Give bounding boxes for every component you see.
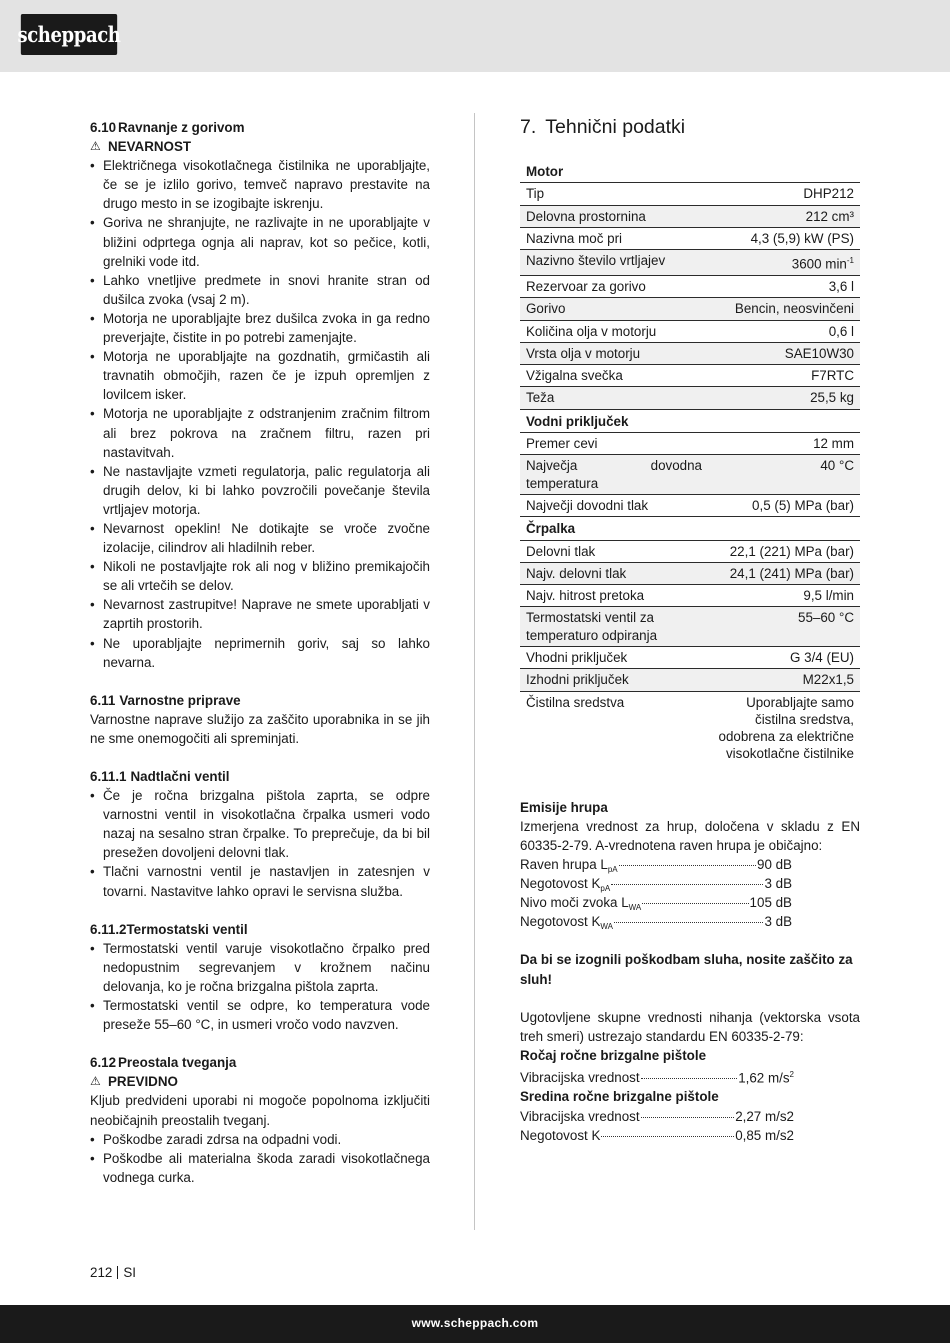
- table-row: Najv. hitrost pretoka 9,5 l/min: [520, 585, 860, 607]
- table-row: Teža 25,5 kg: [520, 387, 860, 409]
- top-bar: [0, 0, 950, 72]
- website-link[interactable]: www.scheppach.com: [411, 1316, 539, 1330]
- table-row: Rezervoar za gorivo 3,6 l: [520, 275, 860, 297]
- table-category: Motor: [520, 160, 860, 183]
- table-category: Črpalka: [520, 517, 860, 540]
- list-item: • Motorja ne uporabljajte brez dušilca zvoka in ga redno preverjajte, čistite in po potrebi zamenjajte.: [90, 309, 430, 347]
- column-divider: [474, 113, 475, 1230]
- table-row: Premer cevi 12 mm: [520, 433, 860, 455]
- table-row: Delovna prostornina 212 cm³: [520, 205, 860, 227]
- list-item: • Lahko vnetljive predmete in snovi hranite stran od dušilca zvoka (vsaj 2 m).: [90, 271, 430, 309]
- list-item: • Električnega visokotlačnega čistilnika ne uporabljajte, če se je izlilo gorivo, temveč napravo prestavite na drugo mesto in se izogibajte iskrenju.: [90, 156, 430, 213]
- section-heading: 6.11 Varnostne priprave: [90, 692, 241, 708]
- table-row: Vrsta olja v motorju SAE10W30: [520, 342, 860, 364]
- table-row: Čistilna sredstva Uporabljajte samo čistilna sredstva, odobrena za električne visokotlačne čistilnike: [526, 694, 854, 762]
- bullet-list: [90, 156, 430, 672]
- left-column: [90, 118, 430, 1187]
- list-item: • Tlačni varnostni ventil je nastavljen in zatesnjen v tovarni. Nastavitve lahko opravi le servisna služba.: [90, 862, 430, 900]
- vibration-row: Vibracijska vrednost 2,27 m/s2: [520, 1108, 794, 1124]
- vibration-row: Vibracijska vrednost 1,62 $m/s^2$: [520, 1069, 794, 1086]
- hearing-protection-notice: Da bi se izognili poškodbam sluha, nosite zaščito za sluh!: [520, 952, 853, 987]
- table-row: Vžigalna svečka F7RTC: [520, 365, 860, 387]
- list-item: • Goriva ne shranjujte, ne razlivajte in ne uporabljajte v bližini odprtega ognja ali naprav, kot so pečice, kotli, grelniki vode itd.: [90, 213, 430, 270]
- list-item: • Motorja ne uporabljajte na gozdnatih, grmičastih ali travnatih območjih, razen če je izpuh opremljen z lovilcem isker.: [90, 347, 430, 404]
- bullet-list: [90, 939, 430, 1034]
- caution-label: ⚠ PREVIDNO: [90, 1072, 430, 1091]
- noise-heading: Emisije hrupa: [520, 799, 608, 815]
- table-row: Gorivo Bencin, neosvinčeni: [520, 298, 860, 320]
- subheading: Ročaj ročne brizgalne pištole: [520, 1047, 707, 1063]
- noise-row: Raven hrupa $L_{pA}$ 90 dB: [520, 857, 792, 875]
- list-item: • Poškodbe zaradi zdrsa na odpadni vodi.: [90, 1130, 430, 1149]
- table-row: Največji dovodni tlak 0,5 (5) MPa (bar): [520, 494, 860, 516]
- table-row: Nazivno število vrtljajev 3600 $\min^{-1}$: [520, 250, 860, 276]
- list-item: • Nikoli ne postavljajte rok ali nog v bližino premikajočih se ali vrtečih se delov.: [90, 557, 430, 595]
- list-item: • Nevarnost opeklin! Ne dotikajte se vroče zvočne izolacije, cilindrov ali hladilnih reber.: [90, 519, 430, 557]
- warning-triangle-icon: ⚠: [90, 139, 101, 154]
- section-heading: 6.10 Ravnanje z gorivom: [90, 120, 245, 135]
- vibration-row: Negotovost K 0,85 m/s2: [520, 1127, 794, 1143]
- brand-logo: scheppach: [21, 14, 117, 55]
- footer-bar: [0, 1305, 950, 1343]
- bullet-list: [90, 1130, 430, 1187]
- table-category: Vodni priključek: [520, 409, 860, 432]
- list-item: • Če je ročna brizgalna pištola zaprta, se odpre varnostni ventil in visokotlačna črpalka usmeri vodo nazaj na sesalno stran črpalke. To preprečuje, da bi bil presežen dovoljeni delovni tlak.: [90, 786, 430, 862]
- paragraph: Izmerjena vrednost za hrup, določena v skladu z EN 60335-2-79. A-vrednotena raven hrupa je običajno:: [520, 818, 860, 853]
- list-item: • Termostatski ventil se odpre, ko temperatura vode preseže 55–60 °C, in usmeri vročo vodo navzven.: [90, 996, 430, 1034]
- list-item: • Termostatski ventil varuje visokotlačno črpalko pred nedopustnim segrevanjem v krožnem načinu delovanja, ko je ročna brizgalna pištola zaprta.: [90, 939, 430, 996]
- table-row: Delovni tlak 22,1 (221) MPa (bar): [520, 540, 860, 562]
- page-number: 212 SI: [90, 1265, 136, 1280]
- list-item: • Ne uporabljajte neprimernih goriv, saj so lahko nevarna.: [90, 634, 430, 672]
- list-item: • Ne nastavljajte vzmeti regulatorja, palic regulatorja ali drugih delov, ki bi lahko povzročili povečanje števila vrtljajev motorja.: [90, 462, 430, 519]
- table-row: Največja dovodna temperatura 40 °C: [520, 455, 860, 495]
- right-column: [520, 114, 860, 1145]
- list-item: • Nevarnost zastrupitve! Naprave ne smete uporabljati v zaprtih prostorih.: [90, 595, 430, 633]
- table-row: Najv. delovni tlak 24,1 (241) MPa (bar): [520, 562, 860, 584]
- chapter-heading: 7. Tehnični podatki: [520, 116, 686, 138]
- list-item: • Poškodbe ali materialna škoda zaradi visokotlačnega vodnega curka.: [90, 1149, 430, 1187]
- subheading: Sredina ročne brizgalne pištole: [520, 1089, 719, 1105]
- paragraph: Kljub predvideni uporabi ni mogoče popolnoma izključiti neobičajnih preostalih tveganj.: [90, 1093, 430, 1128]
- bullet-list: [90, 786, 430, 901]
- paragraph: Ugotovljene skupne vrednosti nihanja (vektorska vsota treh smeri) ustrezajo standardu EN 60335-2-79:: [520, 1009, 860, 1044]
- warning-label: ⚠ NEVARNOST: [90, 137, 430, 156]
- noise-row: Negotovost $K_{pA}$ 3 dB: [520, 876, 792, 894]
- table-row: Vhodni priključek G 3/4 (EU): [520, 647, 860, 669]
- table-row: Količina olja v motorju 0,6 l: [520, 320, 860, 342]
- warning-triangle-icon: ⚠: [90, 1074, 101, 1089]
- table-row: Izhodni priključek M22x1,5: [520, 669, 860, 691]
- noise-row: Negotovost $K_{WA}$ 3 dB: [520, 914, 792, 932]
- table-row: Nazivna moč pri 4,3 (5,9) kW (PS): [520, 227, 860, 249]
- list-item: • Motorja ne uporabljajte z odstranjenim zračnim filtrom ali brez pokrova na zračnem filtru, razen pri nastavitvah.: [90, 404, 430, 461]
- paragraph: Varnostne naprave služijo za zaščito uporabnika in se jih ne sme onemogočiti ali spreminjati.: [90, 711, 430, 746]
- section-heading: 6.11.1 Nadtlačni ventil: [90, 769, 230, 784]
- table-row: Tip DHP212: [520, 183, 860, 205]
- noise-row: Nivo moči zvoka $L_{WA}$ 105 dB: [520, 895, 792, 913]
- technical-data-table: [520, 160, 860, 765]
- section-heading: 6.12 Preostala tveganja: [90, 1055, 237, 1071]
- table-row: Termostatski ventil za temperaturo odpiranja 55–60 °C: [520, 607, 860, 647]
- section-heading: 6.11.2Termostatski ventil: [90, 921, 248, 937]
